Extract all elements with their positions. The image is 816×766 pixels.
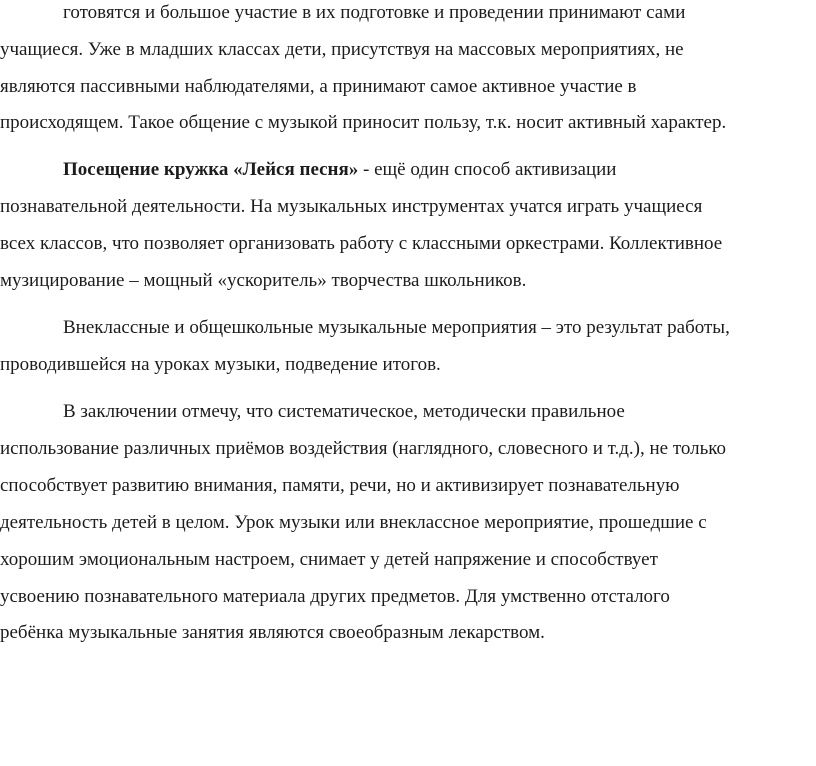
paragraph-line: хорошим эмоциональным настроем, снимает у детей напряжение и способствует [0, 549, 658, 570]
paragraph-line: происходящем. Такое общение с музыкой приносит пользу, т.к. носит активный характер. [0, 112, 727, 133]
dash: - [358, 159, 375, 180]
paragraph-line: учащиеся. Уже в младших классах дети, присутствуя на массовых мероприятиях, не [0, 39, 684, 60]
paragraph-line: познавательной деятельности. На музыкальных инструментах учатся играть учащиеся [0, 196, 703, 217]
paragraph-line: проводившейся на уроках музыки, подведение итогов. [0, 354, 441, 375]
paragraph-line: ребёнка музыкальные занятия являются своеобразным лекарством. [0, 622, 545, 643]
paragraph-line-club [63, 159, 616, 181]
paragraph-line: деятельность детей в целом. Урок музыки или внеклассное мероприятие, прошедшие с [0, 512, 707, 533]
paragraph-line: использование различных приёмов воздействия (наглядного, словесного и т.д.), не только [0, 438, 727, 459]
paragraph-line: усвоению познавательного материала других предметов. Для умственно отсталого [0, 586, 670, 607]
paragraph-line: способствует развитию внимания, памяти, речи, но и активизирует познавательную [0, 475, 680, 496]
paragraph-line: В заключении отмечу, что систематическое, методически правильное [63, 401, 625, 422]
paragraph-line: всех классов, что позволяет организовать работу с классными оркестрами. Коллективное [0, 233, 723, 254]
paragraph-line: готовятся и большое участие в их подготовке и проведении принимают сами [63, 2, 686, 23]
club-heading: Посещение кружка «Лейся песня» [63, 159, 359, 180]
paragraph-line: музицирование – мощный «ускоритель» творчества школьников. [0, 270, 527, 291]
paragraph-line: Внеклассные и общешкольные музыкальные мероприятия – это результат работы, [63, 317, 730, 338]
paragraph-line: являются пассивными наблюдателями, а принимают самое активное участие в [0, 76, 637, 97]
club-text: ещё один способ активизации [374, 159, 617, 180]
